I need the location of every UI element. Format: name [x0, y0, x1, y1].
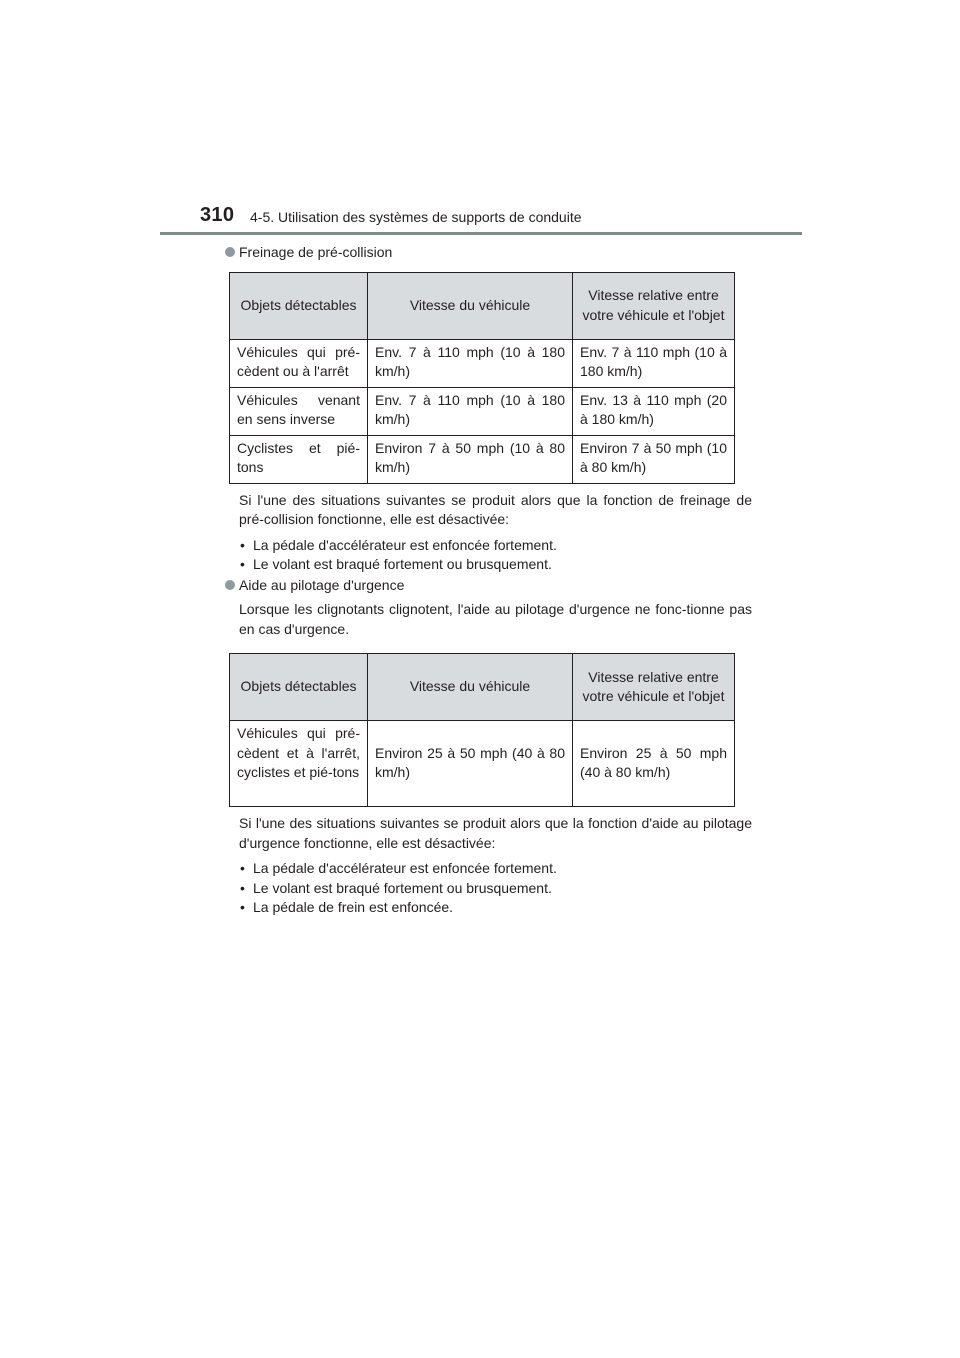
list-item: • Le volant est braqué fortement ou brusquement. [239, 555, 752, 575]
table-row [230, 387, 735, 435]
list-item: • Le volant est braqué fortement ou brusquement. [239, 879, 752, 899]
table-cell: Environ 7 à 50 mph (10 à 80 km/h) [573, 435, 735, 483]
header-rule [160, 232, 802, 235]
emergency-steering-conditions [224, 859, 752, 918]
header-cell: Vitesse du véhicule [368, 272, 573, 339]
table-row [230, 339, 735, 387]
list-item: • La pédale de frein est enfoncée. [239, 898, 752, 918]
section-heading-text: Aide au pilotage d'urgence [239, 576, 405, 593]
table-cell: Env. 7 à 110 mph (10 à 180 km/h) [368, 387, 573, 435]
table-cell: Véhicules venant en sens inverse [230, 387, 368, 435]
pre-collision-conditions [224, 536, 752, 575]
page-content [224, 243, 752, 918]
bullet-icon [225, 580, 235, 590]
table-cell: Env. 7 à 110 mph (10 à 180 km/h) [368, 339, 573, 387]
table-cell: Env. 13 à 110 mph (20 à 180 km/h) [573, 387, 735, 435]
header-cell: Vitesse relative entre votre véhicule et l'objet [573, 272, 735, 339]
pre-collision-note: Si l'une des situations suivantes se produit alors que la fonction de freinage de pré-collision fonctionne, elle est désactivée: [239, 491, 752, 527]
table-cell: Environ 25 à 50 mph (40 à 80 km/h) [368, 721, 573, 807]
emergency-steering-intro: Lorsque les clignotants clignotent, l'aide au pilotage d'urgence ne fonc-tionne pas en cas d'urgence. [239, 601, 752, 637]
list-item: • La pédale d'accélérateur est enfoncée fortement. [239, 536, 752, 556]
table-header-row [230, 654, 735, 721]
table-cell: Environ 25 à 50 mph (40 à 80 km/h) [573, 721, 735, 807]
table-header-row [230, 272, 735, 339]
section-heading-emergency-steering [224, 576, 752, 596]
emergency-steering-note: Si l'une des situations suivantes se produit alors que la fonction d'aide au pilotage d'urgence fonctionne, elle est désactivée: [239, 815, 752, 851]
list-item: • La pédale d'accélérateur est enfoncée fortement. [239, 859, 752, 879]
table-cell: Cyclistes et pié-tons [230, 435, 368, 483]
section-heading-pre-collision [224, 243, 752, 263]
section-heading-text: Freinage de pré-collision [239, 244, 393, 260]
table-row [230, 435, 735, 483]
table-cell: Environ 7 à 50 mph (10 à 80 km/h) [368, 435, 573, 483]
table-cell: Véhicules qui pré-cèdent ou à l'arrêt [230, 339, 368, 387]
header-cell: Vitesse relative entre votre véhicule et l'objet [573, 654, 735, 721]
header-cell: Vitesse du véhicule [368, 654, 573, 721]
chapter-title: 4-5. Utilisation des systèmes de supports de conduite [250, 209, 582, 225]
bullet-icon [225, 247, 235, 257]
table-cell: Véhicules qui pré-cèdent et à l'arrêt, cyclistes et pié-tons [230, 721, 368, 807]
table-row [230, 721, 735, 807]
pre-collision-table [229, 272, 735, 484]
page-number: 310 [200, 204, 235, 226]
header-cell: Objets détectables [230, 654, 368, 721]
emergency-steering-table [229, 653, 735, 807]
header-cell: Objets détectables [230, 272, 368, 339]
table-cell: Env. 7 à 110 mph (10 à 180 km/h) [573, 339, 735, 387]
